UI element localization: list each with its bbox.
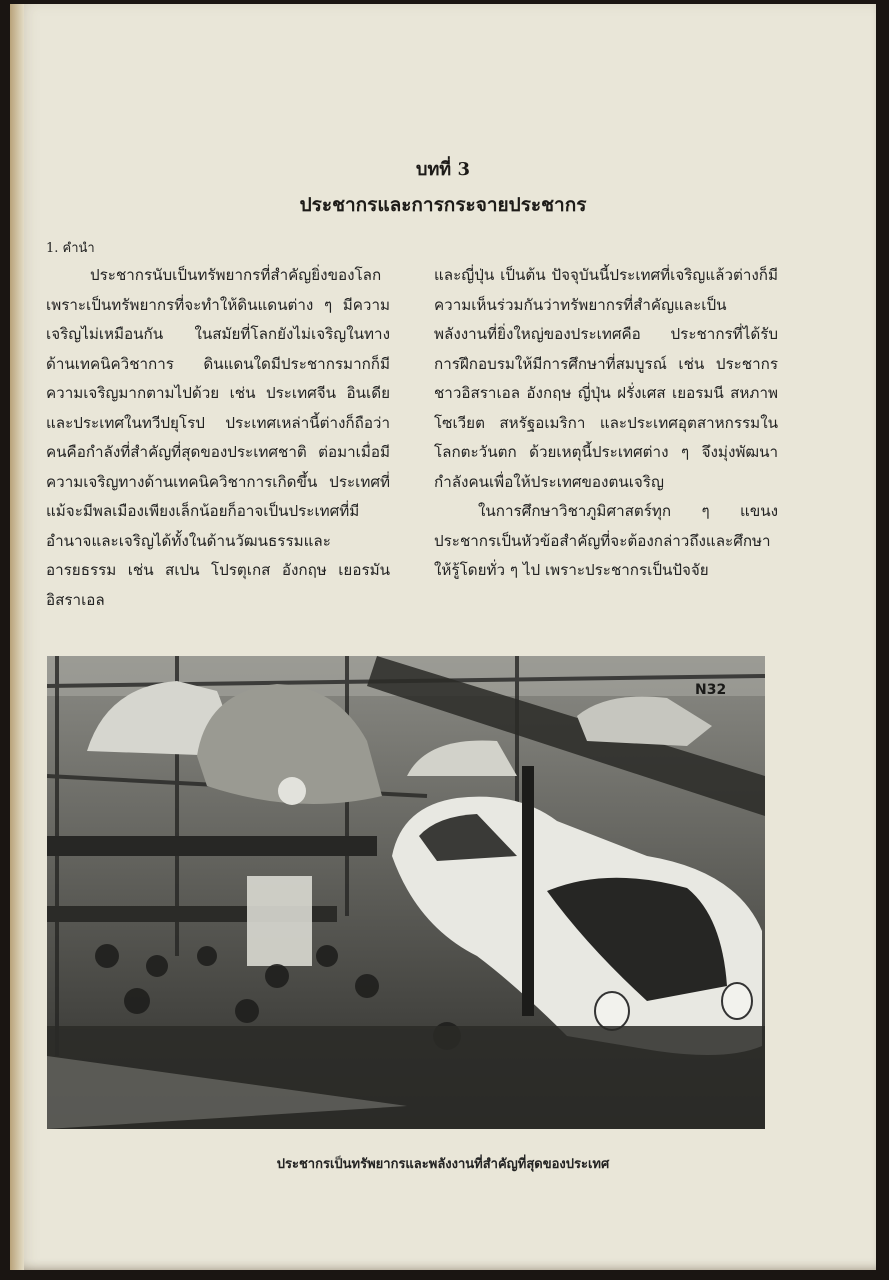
- factory-photo: [47, 656, 765, 1129]
- paragraph: ในการศึกษาวิชาภูมิศาสตร์ทุก ๆ แขนง ประชากรเป็นหัวข้อสำคัญที่จะต้องกล่าวถึงและศึกษาให้รู้โดยทั่ว ๆ ไป เพราะประชากรเป็นปัจจัย: [434, 502, 778, 579]
- chapter-title: ประชากรและการกระจายประชากร: [299, 194, 587, 216]
- photo-sign-text: N32: [695, 682, 727, 698]
- paragraph: ประชากรนับเป็นทรัพยากรที่สำคัญยิ่งของโลก เพราะเป็นทรัพยากรที่จะทำให้ดินแดนต่าง ๆ มีความเจริญไม่เหมือนกัน ในสมัยที่โลกยังไม่เจริญในทางด้านเทคนิควิชาการ ดินแดนใดมีประชากรมากก็มีความเจริญมากตามไปด้วย เช่น ประเทศจีน อินเดีย และประเทศในทวีปยุโรป ประเทศเหล่านี้ต่างก็ถือว่า คนคือกำลังที่สำคัญที่สุดของประเทศชาติ ต่อมาเมื่อมีความเจริญทางด้านเทคนิควิชาการเกิดขึ้น ประเทศที่แม้จะมีพลเมืองเพียงเล็กน้อยก็อาจเป็นประเทศที่มีอำนาจและเจริญได้ทั้งในด้านวัฒนธรรมและอารยธรรม เช่น สเปน โปรตุเกส อังกฤษ เยอรมัน อิสราเอล: [46, 266, 390, 609]
- chapter-heading: บทที่ 3: [416, 159, 470, 180]
- photo-caption: ประชากรเป็นทรัพยากรและพลังงานที่สำคัญที่สุดของประเทศ: [276, 1157, 610, 1172]
- text-column-left: [46, 261, 390, 615]
- car-assembly-line-illustration: [47, 656, 765, 1129]
- section-heading: 1. คำนำ: [46, 241, 95, 256]
- paragraph: และญี่ปุ่น เป็นต้น ปัจจุบันนี้ประเทศที่เจริญแล้วต่างก็มีความเห็นร่วมกันว่าทรัพยากรที่สำคัญและเป็นพลังงานที่ยิ่งใหญ่ของประเทศคือ ประชากรที่ได้รับการฝึกอบรมให้มีการศึกษาที่สมบูรณ์ เช่น ประชากรชาวอิสราเอล อังกฤษ ญี่ปุ่น ฝรั่งเศส เยอรมนี สหภาพโซเวียต สหรัฐอเมริกา และประเทศอุตสาหกรรมในโลกตะวันตก ด้วยเหตุนี้ประเทศต่าง ๆ จึงมุ่งพัฒนากำลังคนเพื่อให้ประเทศของตนเจริญ: [434, 266, 778, 491]
- text-column-right: [434, 261, 778, 586]
- book-page: [10, 4, 876, 1270]
